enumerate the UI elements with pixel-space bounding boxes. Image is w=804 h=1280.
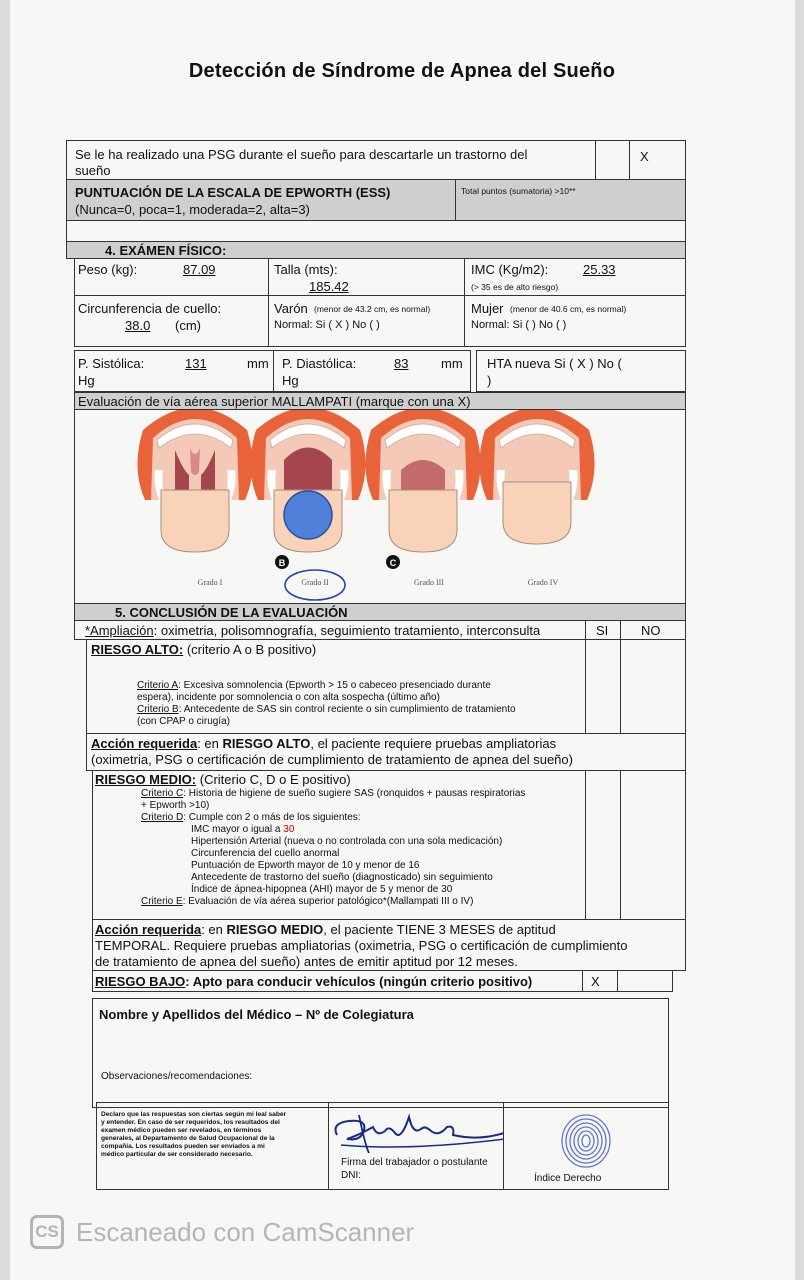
exam-heading: 4. EXÁMEN FÍSICO: <box>105 243 227 258</box>
epworth-cell <box>66 179 456 221</box>
varon-cell <box>268 295 465 347</box>
mujer-note: (menor de 40.6 cm, es normal) <box>510 304 627 314</box>
grade-i-label: Grado I <box>197 578 223 587</box>
diastolica-value: 83 <box>394 356 409 371</box>
riesgo-bajo-line <box>95 974 532 989</box>
psg-mark: X <box>640 149 649 164</box>
imc-value: 25.33 <box>583 262 616 277</box>
diastolica-label: P. Diastólica: <box>282 356 357 371</box>
declaro-1: y entender. En caso de ser requeridos, los resultados del <box>101 1119 280 1126</box>
indice-label: Índice Derecho <box>534 1173 602 1184</box>
grade-i-mouth-icon <box>137 410 252 552</box>
criterio-e-label: Criterio E <box>141 896 183 907</box>
grade-iii-mouth-icon <box>365 410 480 552</box>
no-header-cell <box>620 620 686 640</box>
accion-medio-line-3: de tratamiento de apnea del sueño) antes de emitir aptitud por 12 meses. <box>95 954 518 969</box>
document-title: Detección de Síndrome de Apnea del Sueño <box>188 60 616 82</box>
accion-alto-label: Acción requerida <box>91 736 198 751</box>
epworth-title: PUNTUACIÓN DE LA ESCALA DE EPWORTH (ESS) <box>75 185 391 200</box>
psg-question-cell <box>66 140 596 180</box>
accion-medio-strong: RIESGO MEDIO <box>226 922 324 937</box>
sistolica-hg: Hg <box>78 373 95 388</box>
talla-cell <box>268 258 465 296</box>
riesgo-alto-title: RIESGO ALTO: <box>91 642 184 657</box>
criterio-b-text: : Antecedente de SAS sin control reciente o sin cumplimiento de tratamiento <box>178 704 516 715</box>
criterio-b-label: Criterio B <box>137 704 179 715</box>
declaro-3: generales, al Departamento de Salud Ocupacional de la <box>101 1135 275 1142</box>
varon-normal: Normal: Si ( X ) No ( ) <box>274 319 380 331</box>
riesgo-medio-no-cell[interactable] <box>620 770 686 920</box>
riesgo-alto-no-cell[interactable] <box>620 639 686 734</box>
accion-medio-cell <box>92 919 686 971</box>
psg-no-cell[interactable] <box>629 140 686 180</box>
sistolica-label: P. Sistólica: <box>78 356 145 371</box>
camscanner-text: Escaneado con CamScanner <box>76 1216 415 1247</box>
riesgo-bajo-title: RIESGO BAJO <box>95 974 186 989</box>
accion-alto-cell <box>86 733 686 771</box>
apnea-form <box>66 140 686 1196</box>
accion-medio-line-2: TEMPORAL. Requiere pruebas ampliatorias (oximetria, PSG o certificación de cumplimiento <box>95 938 628 953</box>
declaro-4: compañía. Los resultados pueden ser enviados a mi <box>101 1143 265 1150</box>
riesgo-medio-si-cell[interactable] <box>585 770 621 920</box>
accion-alto-1: : en <box>197 736 223 751</box>
accion-medio-line <box>95 922 556 937</box>
exam-heading-cell <box>66 241 686 259</box>
psg-question-text: Se le ha realizado una PSG durante el sueño para descartarle un trastorno del <box>75 147 528 162</box>
conclusion-heading-cell <box>74 603 686 621</box>
cuello-value: 38.0 <box>125 318 151 333</box>
riesgo-medio-line <box>95 772 351 787</box>
epworth-total-cell <box>455 179 686 221</box>
criterio-c-line-2: + Epworth >10) <box>141 800 210 811</box>
accion-medio-label: Acción requerida <box>95 922 202 937</box>
grade-marker-c: C <box>389 558 397 568</box>
accion-alto-line <box>91 736 556 751</box>
d-item-5: Índice de ápnea-hipopnea (AHI) mayor de 5 y menor de 30 <box>191 884 453 895</box>
conclusion-heading: 5. CONCLUSIÓN DE LA EVALUACIÓN <box>115 605 348 620</box>
criterio-a-line <box>137 680 491 692</box>
criterio-e-text: : Evaluación de vía aérea superior patológico*(Mallampati III o IV) <box>182 896 474 907</box>
cuello-label: Circunferencia de cuello: <box>78 301 222 316</box>
hta-close: ) <box>487 373 492 388</box>
grade-iii-label: Grado III <box>414 578 444 587</box>
criterio-c-text: : Historia de higiene de sueño sugiere SAS (ronquidos + pausas respiratorias <box>183 788 526 799</box>
declaro-0: Declaro que las respuestas son ciertas según mi leal saber <box>101 1111 287 1118</box>
mujer-label: Mujer <box>471 301 504 316</box>
diastolica-hg: Hg <box>282 373 299 388</box>
mallampati-area <box>74 409 686 603</box>
mujer-cell <box>464 295 686 347</box>
fingerprint-icon <box>556 1111 616 1171</box>
criterio-d-text: : Cumple con 2 o más de los siguientes: <box>183 812 361 823</box>
riesgo-alto-cell <box>86 639 586 734</box>
riesgo-medio-cell <box>92 770 586 920</box>
imc-cell <box>464 258 686 296</box>
huella-cell <box>503 1102 669 1190</box>
criterio-c-line <box>141 788 525 800</box>
spacer-row <box>66 220 686 242</box>
riesgo-medio-sub: (Criterio C, D o E positivo) <box>196 772 351 787</box>
d-item-0: IMC mayor o igual a <box>191 824 284 835</box>
declaro-5: médico particular de ser considerado necesario. <box>101 1151 253 1158</box>
sistolica-value: 131 <box>185 356 207 371</box>
declaro-2: examen médico pueden ser revelados, en términos <box>101 1127 262 1134</box>
criterio-d-line <box>141 812 361 824</box>
psg-question-text-2: sueño <box>75 163 111 178</box>
cuello-cell <box>74 295 269 347</box>
talla-label: Talla (mts): <box>274 262 338 277</box>
ampliacion-cell <box>74 620 586 640</box>
imc-threshold: 30 <box>283 824 295 835</box>
hta-label: HTA nueva Si ( X ) No ( <box>487 356 622 371</box>
criterio-c-label: Criterio C <box>141 788 184 799</box>
criterio-d-label: Criterio D <box>141 812 184 823</box>
riesgo-bajo-si-cell[interactable] <box>582 970 618 992</box>
signature-image <box>329 1105 504 1165</box>
accion-medio-1: : en <box>201 922 227 937</box>
criterio-b-line-2: (con CPAP o cirugía) <box>137 716 231 727</box>
declaracion-cell <box>96 1102 329 1190</box>
mallampati-label-cell <box>74 392 686 410</box>
d-item-4: Antecedente de trastorno del sueño (diagnosticado) sin seguimiento <box>191 872 493 883</box>
medico-label: Nombre y Apellidos del Médico – Nº de Colegiatura <box>99 1007 414 1022</box>
grade-iv-mouth-icon <box>479 410 594 544</box>
riesgo-bajo-no-cell[interactable] <box>617 970 673 992</box>
grade-marker-b: B <box>278 558 286 568</box>
criterio-b-line <box>137 704 516 716</box>
peso-label: Peso (kg): <box>78 262 138 277</box>
observaciones-label: Observaciones/recomendaciones: <box>101 1071 253 1082</box>
si-header-cell <box>585 620 621 640</box>
d-item-2: Circunferencia del cuello anormal <box>191 848 340 859</box>
epworth-scale: (Nunca=0, poca=1, moderada=2, alta=3) <box>75 202 310 217</box>
criterio-a-line-2: espera), incidente por somnolencia o con alta sospecha (último año) <box>137 692 440 703</box>
riesgo-alto-line <box>91 642 316 657</box>
ampliacion-label: *Ampliación <box>85 623 154 638</box>
medico-cell <box>92 998 669 1108</box>
camscanner-watermark <box>30 1215 414 1249</box>
riesgo-bajo-cell <box>92 970 583 992</box>
sistolica-unit: mm <box>247 356 269 371</box>
accion-alto-2: , el paciente requiere pruebas ampliatorias <box>310 736 557 751</box>
mallampati-illustrations <box>75 410 686 603</box>
grade-ii-label: Grado II <box>301 578 329 587</box>
riesgo-alto-sub: (criterio A o B positivo) <box>183 642 317 657</box>
dni-label: DNI: <box>341 1170 361 1181</box>
hta-cell <box>476 350 686 392</box>
criterio-a-label: Criterio A <box>137 680 179 691</box>
si-header: SI <box>596 623 609 638</box>
camscanner-logo: CS <box>30 1215 64 1249</box>
talla-value: 185.42 <box>309 279 349 294</box>
diastolica-unit: mm <box>441 356 463 371</box>
varon-note: (menor de 43.2 cm, es normal) <box>314 304 431 314</box>
riesgo-alto-si-cell[interactable] <box>585 639 621 734</box>
diastolica-cell <box>273 350 471 392</box>
accion-medio-2: , el paciente TIENE 3 MESES de aptitud <box>323 922 556 937</box>
firma-cell <box>328 1102 504 1190</box>
ampliacion-text <box>85 623 540 638</box>
criterio-e-line <box>141 896 473 908</box>
sistolica-cell <box>74 350 274 392</box>
d-item-3: Puntuación de Epworth mayor de 10 y menor de 16 <box>191 860 420 871</box>
mujer-normal: Normal: Si ( ) No ( ) <box>471 319 567 331</box>
peso-value: 87.09 <box>183 262 216 277</box>
psg-yes-cell[interactable] <box>595 140 630 180</box>
accion-alto-strong: RIESGO ALTO <box>222 736 311 751</box>
no-header: NO <box>641 623 661 638</box>
mallampati-label: Evaluación de vía aérea superior MALLAMPATI (marque con una X) <box>78 394 471 409</box>
cuello-unit: (cm) <box>175 318 201 333</box>
imc-note: (> 35 es de alto riesgo) <box>471 282 559 292</box>
criterio-a-text: : Excesiva somnolencia (Epworth > 15 o cabeceo presenciado durante <box>178 680 491 691</box>
riesgo-medio-title: RIESGO MEDIO: <box>95 772 197 787</box>
riesgo-bajo-text: : Apto para conducir vehículos (ningún criterio positivo) <box>185 974 533 989</box>
epworth-total-label: Total puntos (sumatoria) >10** <box>461 186 576 196</box>
varon-label: Varón <box>274 301 308 316</box>
ampliacion-detail: : oximetria, polisomnografía, seguimiento tratamiento, interconsulta <box>153 623 541 638</box>
grade-iv-label: Grado IV <box>527 578 559 587</box>
firma-label: Firma del trabajador o postulante <box>341 1157 488 1168</box>
grade-ii-mouth-icon <box>250 410 365 552</box>
accion-alto-line-2: (oximetria, PSG o certificación de cumplimiento de tratamiento de apnea del sueño) <box>91 752 573 767</box>
peso-cell <box>74 258 269 296</box>
imc-label: IMC (Kg/m2): <box>471 262 549 277</box>
d-item-1: Hipertensión Arterial (nueva o no controlada con una sola medicación) <box>191 836 503 847</box>
d-item-imc <box>191 824 294 836</box>
riesgo-bajo-mark: X <box>591 974 600 989</box>
